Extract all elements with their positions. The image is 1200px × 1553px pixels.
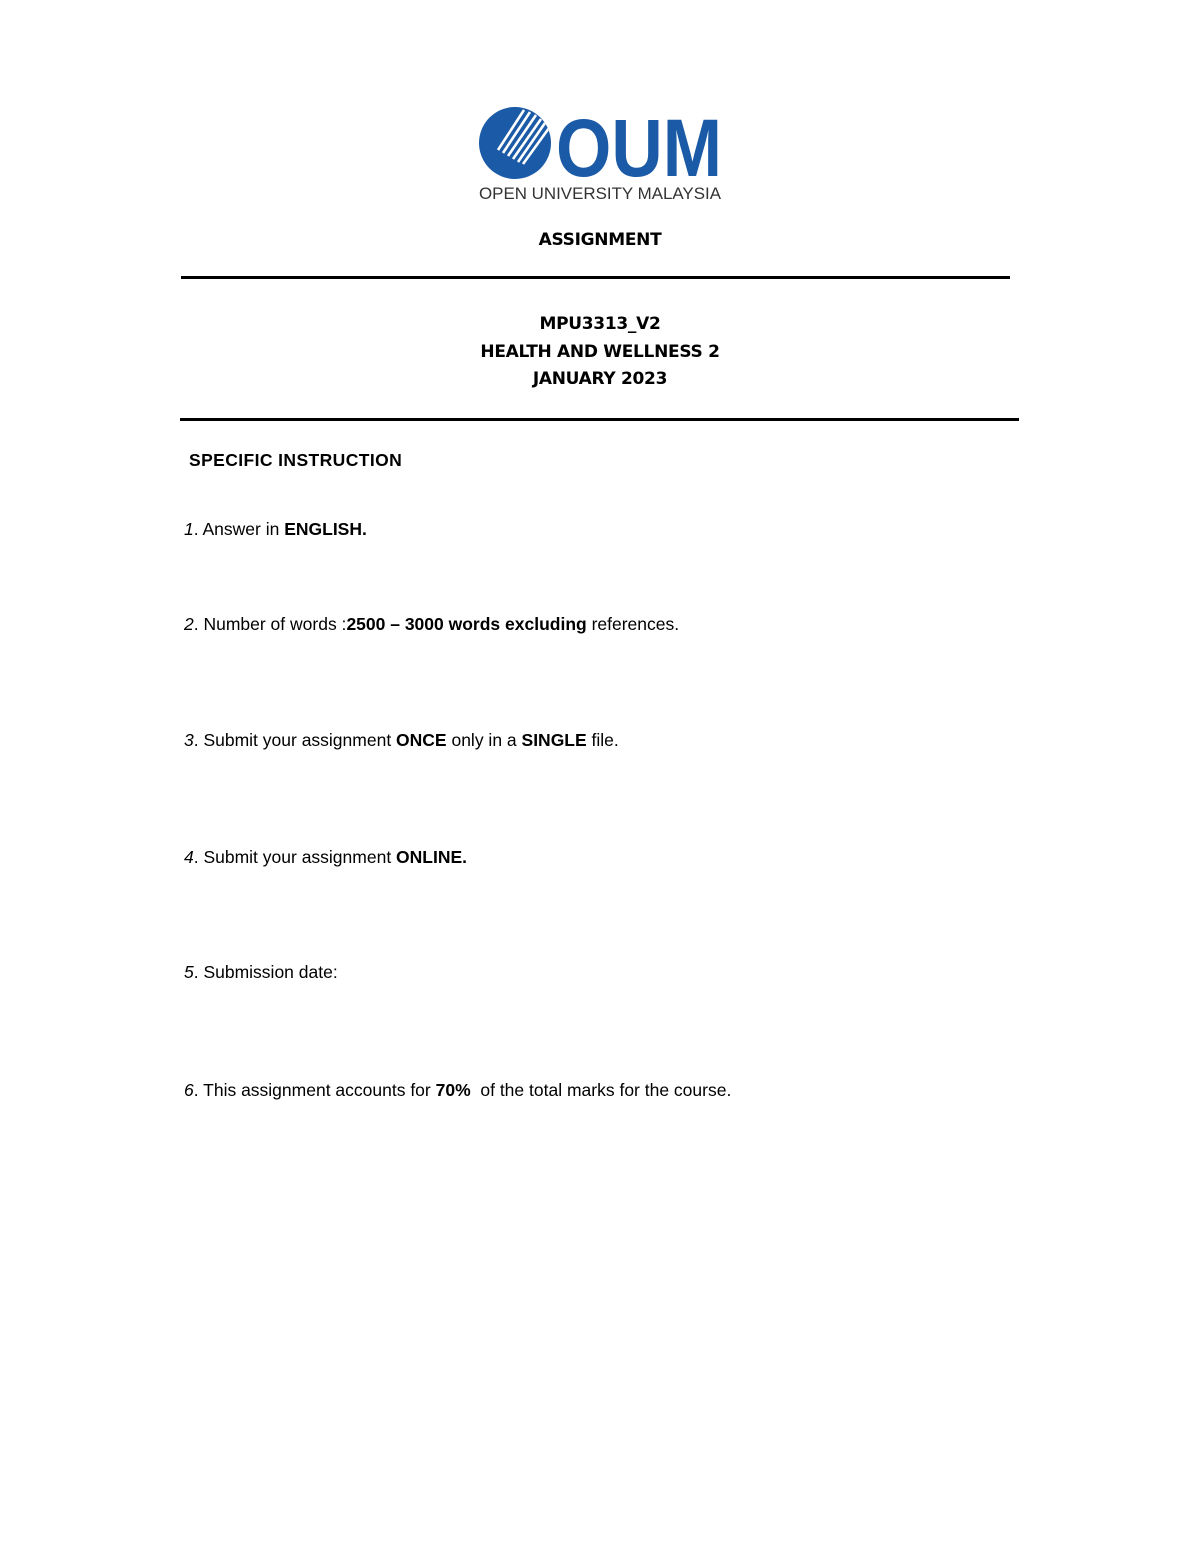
item-number: 5 [184, 962, 194, 982]
assignment-heading: ASSIGNMENT [538, 230, 662, 250]
instruction-item-5: 5. Submission date: [184, 962, 338, 982]
course-info [0, 311, 1200, 394]
instruction-item-1: 1. Answer in ENGLISH. [184, 519, 367, 539]
instruction-item-3: 3. Submit your assignment ONCE only in a SINGLE file. [184, 730, 619, 750]
instruction-item-4: 4. Submit your assignment ONLINE. [184, 847, 468, 867]
specific-instruction-heading: SPECIFIC INSTRUCTION [189, 450, 403, 470]
instruction-item-2: 2. Number of words :2500 – 3000 words excluding references. [184, 614, 680, 634]
item-number: 2 [184, 614, 194, 634]
oum-logo [478, 106, 726, 206]
item-number: 4 [184, 847, 194, 867]
semester: JANUARY 2023 [532, 369, 668, 389]
bottom-divider [180, 418, 1019, 421]
course-code: MPU3313_V2 [539, 314, 661, 334]
course-title: HEALTH AND WELLNESS 2 [480, 341, 720, 362]
logo-subtitle: OPEN UNIVERSITY MALAYSIA [479, 185, 721, 203]
oum-logo-graphic [478, 106, 726, 206]
item-number: 3 [184, 730, 194, 750]
item-number: 1 [184, 519, 194, 539]
instruction-item-6: 6. This assignment accounts for 70% of the total marks for the course. [184, 1080, 732, 1100]
top-divider [181, 276, 1010, 279]
item-number: 6 [184, 1080, 194, 1100]
logo-wordmark: OUM [556, 106, 722, 194]
